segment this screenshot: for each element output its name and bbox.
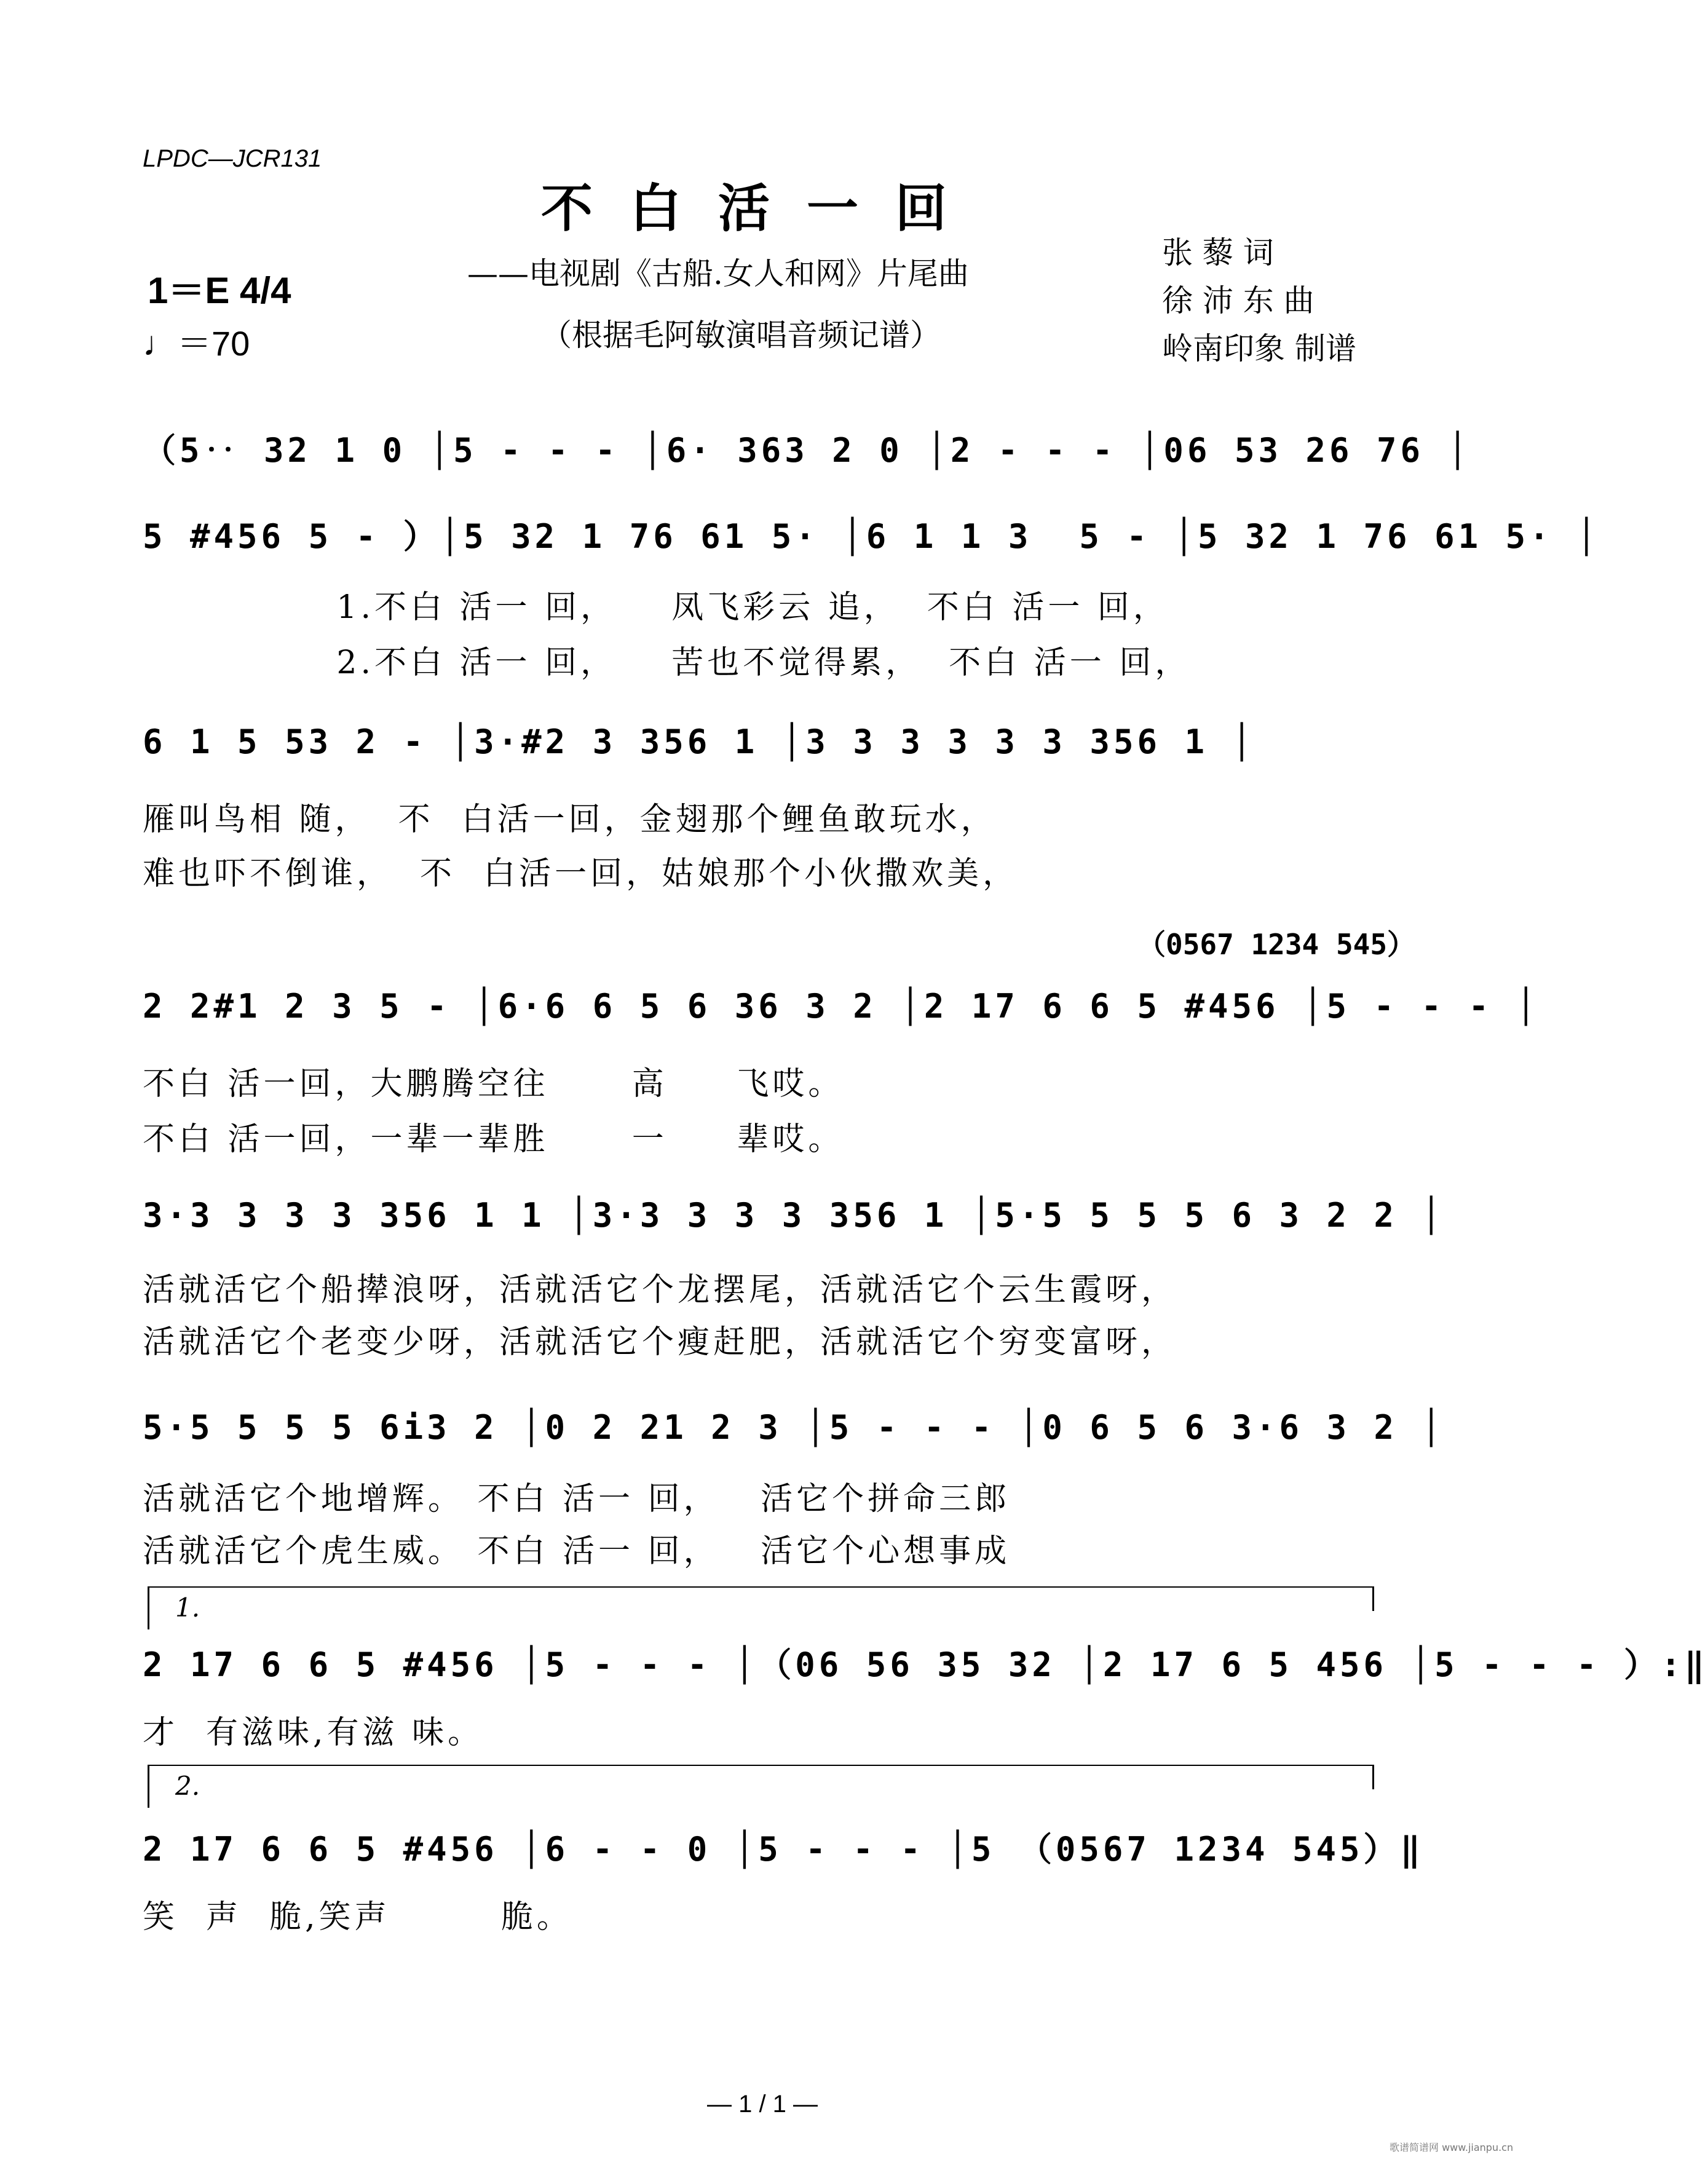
- score-line-4: 2 2#1 2 3 5 - │6·6 6 5 6 36 3 2 │2 17 6 6 5 #456 │5 - - - │: [143, 987, 1540, 1026]
- lyrics-line-5-verse-2: 活就活它个老变少呀，活就活它个瘦赶肥，活就活它个穷变富呀，: [143, 1324, 1177, 1361]
- first-ending-label: 1.: [175, 1593, 200, 1623]
- key-signature: 1＝E 4/4: [148, 270, 291, 311]
- second-ending-label: 2.: [175, 1771, 200, 1801]
- score-line-3: 6 1 5 53 2 - │3·#2 3 356 1 │3 3 3 3 3 3 356 1 │: [143, 722, 1256, 761]
- song-subtitle: ——电视剧《古船.女人和网》片尾曲: [467, 256, 969, 291]
- lyrics-line-8: 笑 声 脆,笑声 脆。: [143, 1899, 572, 1936]
- watermark: 歌谱简谱网 www.jianpu.cn: [1390, 2142, 1514, 2153]
- lyrics-line-4-verse-2: 不白 活一回，一辈一辈胜 一 辈哎。: [143, 1121, 844, 1158]
- score-line-8: 2 17 6 6 5 #456 │6 - - 0 │5 - - - │5 （0567 1234 545）‖: [143, 1830, 1425, 1869]
- score-line-6: 5·5 5 5 5 6i3 2 │0 2 21 2 3 │5 - - - │0 6 5 6 3·6 3 2 │: [143, 1408, 1445, 1447]
- lyrics-line-2-verse-2: 2.不白 活一 回， 苦也不觉得累， 不白 活一 回，: [143, 644, 1191, 681]
- tempo-marking: ♩＝70: [143, 324, 250, 363]
- song-title: 不白活一回: [540, 178, 984, 239]
- intro-phrase: （0567 1234 545）: [1137, 928, 1416, 961]
- lyrics-line-2-verse-1: 1.不白 活一 回， 凤飞彩云 追， 不白 活一 回，: [143, 589, 1169, 626]
- lyricist: 张 藜 词: [1162, 235, 1274, 271]
- score-line-1: （5‥ 32 1 0 │5 - - - │6· 363 2 0 │2 - - - │06 53 26 76 │: [143, 431, 1472, 470]
- score-line-7: 2 17 6 6 5 #456 │5 - - - │（06 56 35 32 │2 17 6 5 456 │5 - - - ）:‖: [143, 1645, 1708, 1684]
- catalog-number: LPDC—JCR131: [143, 145, 322, 172]
- lyrics-line-6-verse-1: 活就活它个地增辉。 不白 活一 回， 活它个拼命三郎: [143, 1481, 1011, 1518]
- lyrics-line-5-verse-1: 活就活它个船撵浪呀，活就活它个龙摆尾，活就活它个云生霞呀，: [143, 1272, 1177, 1308]
- lyrics-line-4-verse-1: 不白 活一回，大鹏腾空往 高 飞哎。: [143, 1066, 844, 1102]
- credits: [1162, 229, 1356, 373]
- page-number: — 1 / 1 —: [706, 2091, 818, 2118]
- lyrics-line-6-verse-2: 活就活它个虎生威。 不白 活一 回， 活它个心想事成: [143, 1533, 1011, 1570]
- score-line-5: 3·3 3 3 3 356 1 1 │3·3 3 3 3 356 1 │5·5 5 5 5 6 3 2 2 │: [143, 1196, 1445, 1235]
- lyrics-line-3-verse-2: 难也吓不倒谁， 不 白活一回，姑娘那个小伙撒欢美，: [143, 855, 1019, 892]
- composer: 徐 沛 东 曲: [1162, 283, 1315, 319]
- lyrics-line-7: 才 有滋味,有滋 味。: [143, 1714, 484, 1751]
- transcriber: 岭南印象 制谱: [1162, 331, 1356, 366]
- score-line-2: 5 #456 5 - ）│5 32 1 76 61 5· │6 1 1 3 5 - │5 32 1 76 61 5· │: [143, 517, 1600, 556]
- source-note: （根据毛阿敏演唱音频记谱）: [541, 317, 941, 353]
- lyrics-line-3-verse-1: 雁叫鸟相 随， 不 白活一回，金翅那个鲤鱼敢玩水，: [143, 801, 997, 838]
